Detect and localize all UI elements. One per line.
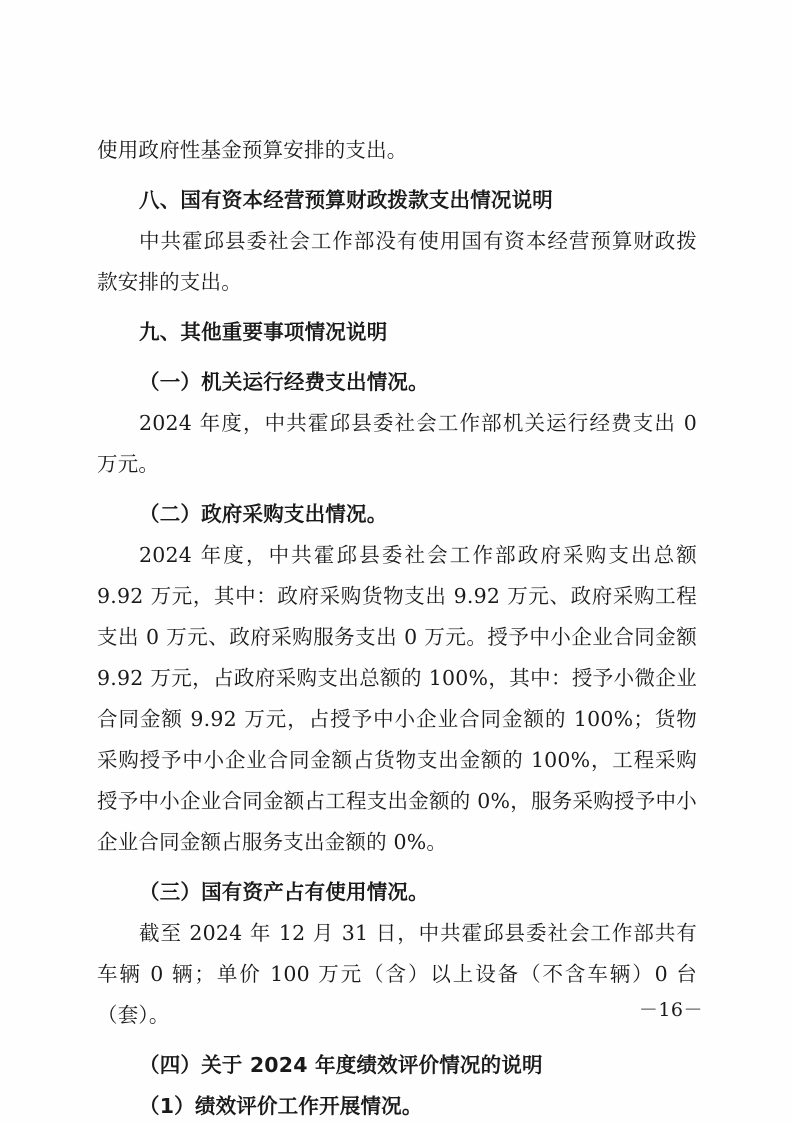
heading-section-nine: 九、其他重要事项情况说明 <box>139 320 388 344</box>
spacer <box>97 1036 697 1045</box>
heading-sub-four: （四）关于 2024 年度绩效评价情况的说明 <box>139 1053 543 1077</box>
heading-sub-one: （一）机关运行经费支出情况。 <box>139 370 429 394</box>
spacer <box>97 353 697 362</box>
paragraph-sub-one-body: 2024 年度，中共霍邱县委社会工作部机关运行经费支出 0 万元。 <box>97 411 697 476</box>
heading-sub-four-one: （1）绩效评价工作开展情况。 <box>139 1094 423 1118</box>
heading-sub-two: （二）政府采购支出情况。 <box>139 502 388 526</box>
spacer <box>97 485 697 494</box>
page-number: －16－ <box>638 999 703 1021</box>
heading-section-eight: 八、国有资本经营预算财政拨款支出情况说明 <box>139 188 553 212</box>
paragraph-continuation: 使用政府性基金预算安排的支出。 <box>97 138 408 162</box>
document-body <box>97 130 697 1127</box>
paragraph-sub-three-body: 截至 2024 年 12 月 31 日，中共霍邱县委社会工作部共有车辆 0 辆；单价 100 万元（含）以上设备（不含车辆）0 台（套）。 <box>97 921 697 1027</box>
paragraph-sub-two-body: 2024 年度，中共霍邱县委社会工作部政府采购支出总额 9.92 万元，其中：政府采购货物支出 9.92 万元、政府采购工程支出 0 万元、政府采购服务支出 0 万元。授予中小企业合同金额 9.92 万元，占政府采购支出总额的 100%，其中：授予小微企业合同金额 9.92 万元，占授予中小企业合同金额的 100%；货物采购授予中小企业合同金额占货物支出金额的 100%，工程采购授予中小企业合同金额占工程支出金额的 0%，服务采购授予中小企业合同金额占服务支出金额的 0%。 <box>97 543 697 854</box>
spacer <box>97 863 697 872</box>
heading-sub-three: （三）国有资产占有使用情况。 <box>139 880 429 904</box>
paragraph-section-eight-body: 中共霍邱县委社会工作部没有使用国有资本经营预算财政拨款安排的支出。 <box>97 229 697 294</box>
spacer <box>97 171 697 180</box>
spacer <box>97 303 697 312</box>
